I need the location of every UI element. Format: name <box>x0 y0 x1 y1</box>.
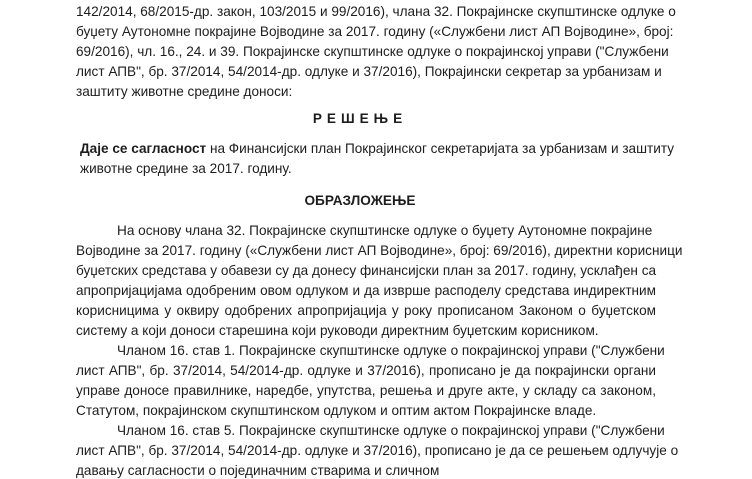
body-line: лист АПВ", бр. 37/2014, 54/2014-др. одлуке и 37/2016), прописано је да покрајински органи <box>76 363 656 378</box>
explanation-heading: ОБРАЗЛОЖЕЊЕ <box>304 193 416 208</box>
intro-line: буџету Аутономне покрајине Војводине за 2017. годину («Службени лист АП Војводине», број: <box>76 24 674 39</box>
decision-lead: Даје се сагласност <box>80 141 207 156</box>
intro-line: заштиту животне средине доноси: <box>76 84 293 99</box>
body-line: Чланом 16. став 5. Покрајинске скупштинске одлуке о покрајинској управи ("Службени <box>117 423 665 438</box>
intro-line: 142/2014, 68/2015-др. закон, 103/2015 и 99/2016), члана 32. Покрајинске скупштинске одлуке о <box>76 4 676 19</box>
decision-rest: на Финансијски план Покрајинског секретаријата за урбанизам и заштиту <box>206 141 675 156</box>
body-line: систему а који доноси старешина који руководи директним буџетским корисником. <box>76 323 599 338</box>
intro-line: лист АПВ", бр. 37/2014, 54/2014-др. одлуке и 37/2016), Покрајински секретар за урбанизам и <box>76 64 662 79</box>
body-line: На основу члана 32. Покрајинске скупштинске одлуке о буџету Аутономне покрајине <box>117 223 653 238</box>
body-line: корисницима у оквиру одобрених апропријација у року прописаном Законом о буџетском <box>76 303 656 318</box>
intro-line: 69/2016), чл. 16., 24. и 39. Покрајинске скупштинске одлуке о покрајинској управи ("Службени <box>76 44 669 59</box>
body-line: буџетских средстава у обавези су да донесу финансијски план за 2017. годину, усклађен са <box>76 263 657 278</box>
decision-text-line2: животне средине за 2017. годину. <box>80 161 292 176</box>
body-line: Статутом, покрајинском скупштинском одлуком и оптим актом Покрајинске владе. <box>76 403 597 418</box>
decision-heading: РЕШЕЊЕ <box>312 111 408 126</box>
body-line: управе доносе правилнике, наредбе, упутства, решења и друге акте, у складу са законом, <box>76 383 656 398</box>
body-line: Војводине за 2017. годину («Службени лист АП Војводине», број: 69/2016), директни корисници <box>76 243 683 258</box>
body-line: давању сагласности о појединачним стварима и сличном <box>76 463 440 478</box>
body-line: лист АПВ", бр. 37/2014, 54/2014-др. одлуке и 37/2016), прописано је да се решењем одлучује о <box>76 443 679 458</box>
body-line: апропријацијама одобреним овом одлуком и да изврше расподелу средстава индиректним <box>76 283 656 298</box>
body-line: Чланом 16. став 1. Покрајинске скупштинске одлуке о покрајинској управи ("Службени <box>117 343 665 358</box>
decision-text-line1 <box>80 141 675 157</box>
